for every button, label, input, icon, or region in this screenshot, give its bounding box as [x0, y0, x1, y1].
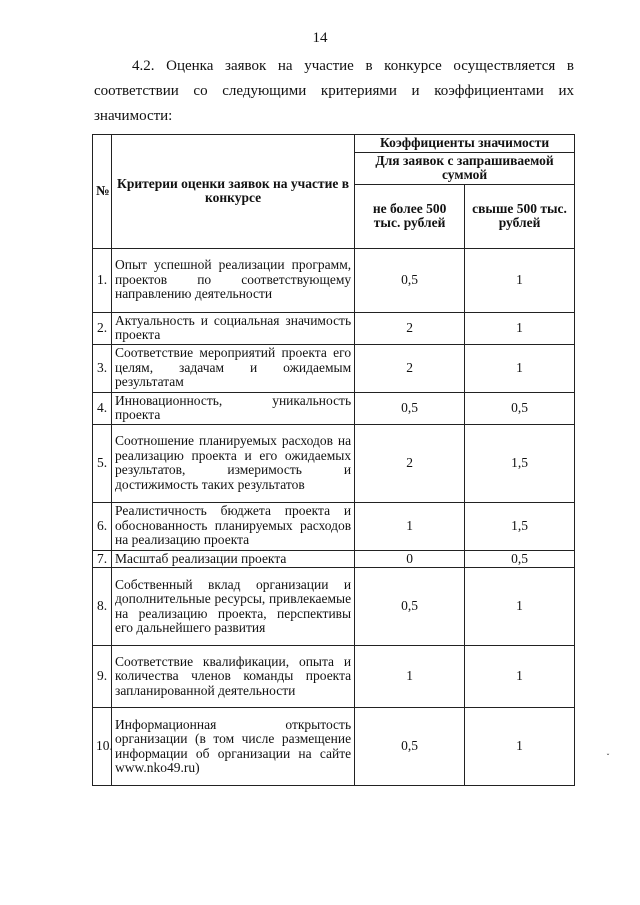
row-value-b: 1,5: [465, 502, 575, 550]
row-number: 9.: [93, 646, 112, 708]
table-row: [93, 424, 575, 502]
row-number: 8.: [93, 568, 112, 646]
row-criterion: Соответствие мероприятий проекта его целям, задачам и ожидаемым результатам: [112, 344, 355, 392]
row-value-a: 0,5: [355, 248, 465, 312]
row-number: 2.: [93, 312, 112, 344]
table-row: [93, 312, 575, 344]
page-number: 14: [312, 30, 328, 46]
table-row: [93, 568, 575, 646]
table-row: [93, 392, 575, 424]
row-criterion: Опыт успешной реализации программ, проектов по соответствующему направлению деятельности: [112, 248, 355, 312]
row-value-a: 0,5: [355, 708, 465, 786]
intro-paragraph: [94, 54, 574, 129]
criteria-table: [92, 134, 575, 786]
row-criterion: Инновационность, уникальность проекта: [112, 392, 355, 424]
row-number: 7.: [93, 550, 112, 568]
row-number: 3.: [93, 344, 112, 392]
table-row: [93, 646, 575, 708]
row-value-b: 1: [465, 344, 575, 392]
row-number: 10.: [93, 708, 112, 786]
row-number: 6.: [93, 502, 112, 550]
table-row: [93, 248, 575, 312]
margin-mark: ˯: [606, 742, 610, 756]
row-value-a: 1: [355, 502, 465, 550]
row-value-a: 1: [355, 646, 465, 708]
table-row: [93, 550, 575, 568]
row-number: 5.: [93, 424, 112, 502]
row-value-a: 0,5: [355, 392, 465, 424]
row-value-b: 0,5: [465, 550, 575, 568]
row-value-b: 1: [465, 312, 575, 344]
row-value-b: 1: [465, 708, 575, 786]
table-row: [93, 502, 575, 550]
row-value-b: 0,5: [465, 392, 575, 424]
row-criterion: Масштаб реализации проекта: [112, 550, 355, 568]
row-criterion: Информационная открытость организации (в том числе размещение информации об организации на сайте www.nko49.ru): [112, 708, 355, 786]
header-coefficients: Коэффициенты значимости: [355, 135, 575, 153]
table-row: [93, 708, 575, 786]
table-row: [93, 344, 575, 392]
row-value-a: 0: [355, 550, 465, 568]
row-number: 4.: [93, 392, 112, 424]
row-value-b: 1: [465, 646, 575, 708]
row-criterion: Собственный вклад организации и дополнительные ресурсы, привлекаемые на реализацию проекта, перспективы его дальнейшего развития: [112, 568, 355, 646]
row-number: 1.: [93, 248, 112, 312]
row-value-b: 1: [465, 248, 575, 312]
intro-text: 4.2. Оценка заявок на участие в конкурсе осуществляется в соответствии со следующими критериями и коэффициентами их значимости:: [94, 58, 574, 124]
header-num: №: [93, 135, 112, 249]
row-value-a: 0,5: [355, 568, 465, 646]
row-criterion: Реалистичность бюджета проекта и обоснованность планируемых расходов на реализацию проекта: [112, 502, 355, 550]
row-value-a: 2: [355, 424, 465, 502]
row-criterion: Соответствие квалификации, опыта и количества членов команды проекта запланированной деятельности: [112, 646, 355, 708]
row-value-a: 2: [355, 344, 465, 392]
header-col-a: не более 500 тыс. рублей: [355, 184, 465, 248]
row-value-b: 1,5: [465, 424, 575, 502]
header-col-b: свыше 500 тыс. рублей: [465, 184, 575, 248]
row-value-b: 1: [465, 568, 575, 646]
header-by-amount: Для заявок с запрашиваемой суммой: [355, 152, 575, 184]
row-criterion: Актуальность и социальная значимость проекта: [112, 312, 355, 344]
row-criterion: Соотношение планируемых расходов на реализацию проекта и его ожидаемых результатов, измеримость и достижимость таких результатов: [112, 424, 355, 502]
row-value-a: 2: [355, 312, 465, 344]
header-criterion: Критерии оценки заявок на участие в конкурсе: [112, 135, 355, 249]
